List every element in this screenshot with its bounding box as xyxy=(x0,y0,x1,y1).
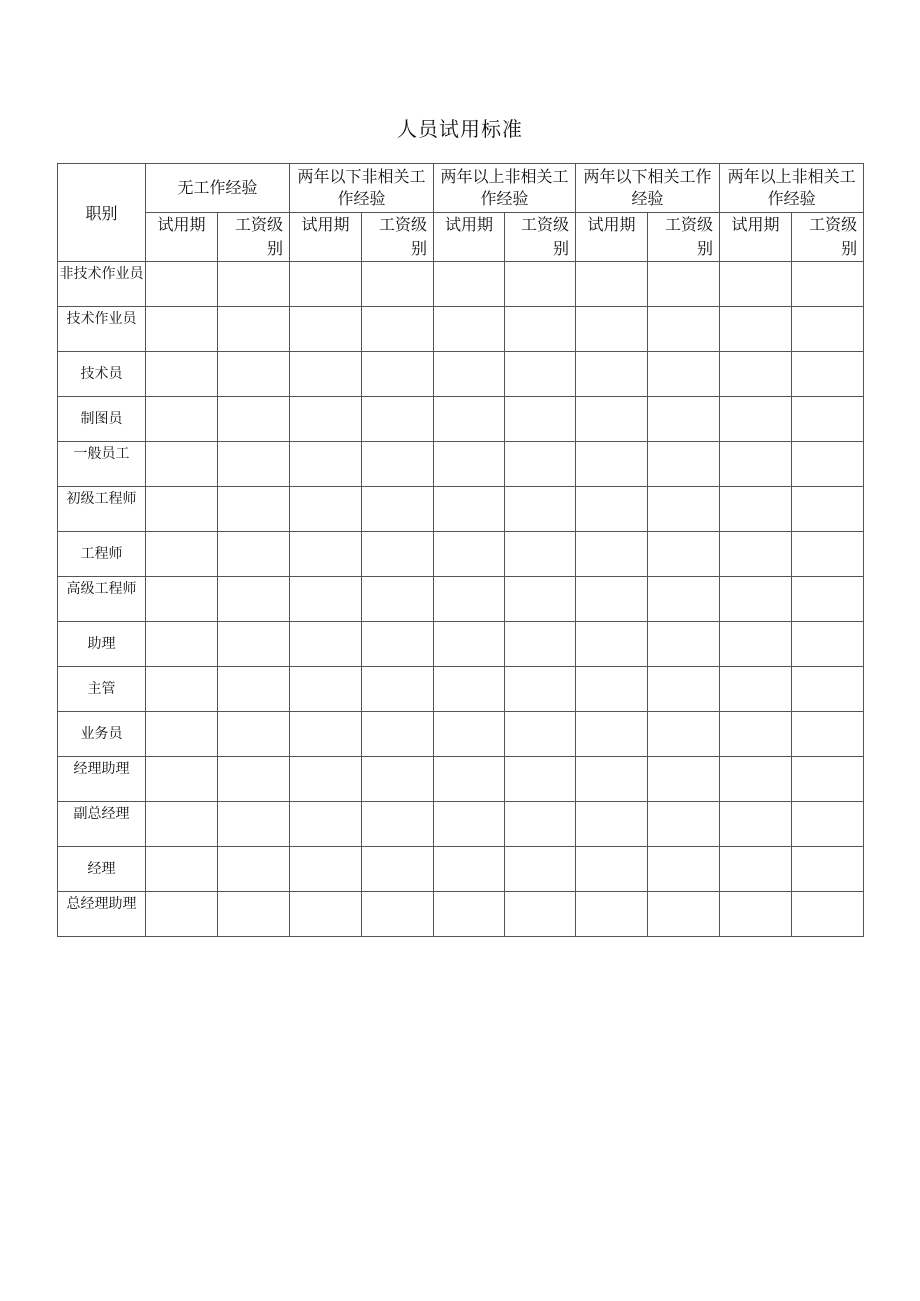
probation-cell[interactable] xyxy=(290,532,362,577)
salary-level-cell[interactable] xyxy=(648,622,720,667)
probation-cell[interactable] xyxy=(290,397,362,442)
salary-level-cell[interactable] xyxy=(218,532,290,577)
probation-cell[interactable] xyxy=(290,892,362,937)
probation-cell[interactable] xyxy=(146,487,218,532)
probation-header: 试用期 xyxy=(290,213,362,262)
salary-level-cell[interactable] xyxy=(792,532,864,577)
salary-level-cell[interactable] xyxy=(362,667,434,712)
table-row xyxy=(58,847,864,892)
job-title-cell: 非技术作业员 xyxy=(58,262,146,307)
salary-level-cell[interactable] xyxy=(505,352,576,397)
salary-level-cell[interactable] xyxy=(505,757,576,802)
salary-level-cell[interactable] xyxy=(648,757,720,802)
salary-level-cell[interactable] xyxy=(362,352,434,397)
salary-level-cell[interactable] xyxy=(505,667,576,712)
salary-level-cell[interactable] xyxy=(218,442,290,487)
salary-level-cell[interactable] xyxy=(792,307,864,352)
salary-level-cell[interactable] xyxy=(218,757,290,802)
salary-level-cell[interactable] xyxy=(362,487,434,532)
salary-level-cell[interactable] xyxy=(505,847,576,892)
probation-cell[interactable] xyxy=(576,847,648,892)
table-row xyxy=(58,892,864,937)
page-title: 人员试用标准 xyxy=(397,117,523,141)
salary-level-cell[interactable] xyxy=(648,577,720,622)
probation-header: 试用期 xyxy=(146,213,218,262)
salary-level-cell[interactable] xyxy=(792,397,864,442)
salary-level-header: 工资级别 xyxy=(792,213,864,262)
job-title-cell: 业务员 xyxy=(58,712,146,757)
job-title-cell: 高级工程师 xyxy=(58,577,146,622)
probation-cell[interactable] xyxy=(720,577,792,622)
salary-level-cell[interactable] xyxy=(218,307,290,352)
salary-level-cell[interactable] xyxy=(505,577,576,622)
probation-cell[interactable] xyxy=(146,262,218,307)
probation-cell[interactable] xyxy=(576,262,648,307)
probation-cell[interactable] xyxy=(290,352,362,397)
probation-cell[interactable] xyxy=(576,352,648,397)
probation-cell[interactable] xyxy=(576,397,648,442)
salary-level-cell[interactable] xyxy=(792,442,864,487)
salary-level-cell[interactable] xyxy=(792,667,864,712)
probation-cell[interactable] xyxy=(576,892,648,937)
probation-cell[interactable] xyxy=(290,802,362,847)
salary-level-header: 工资级别 xyxy=(218,213,290,262)
probation-header: 试用期 xyxy=(720,213,792,262)
probation-cell[interactable] xyxy=(434,577,505,622)
job-title-cell: 初级工程师 xyxy=(58,487,146,532)
probation-cell[interactable] xyxy=(720,442,792,487)
salary-level-cell[interactable] xyxy=(218,352,290,397)
salary-level-cell[interactable] xyxy=(792,802,864,847)
job-title-cell: 一般员工 xyxy=(58,442,146,487)
group-header-under-two-years-unrelated: 两年以下非相关工作经验 xyxy=(290,164,434,213)
group-header-over-two-years-unrelated-2: 两年以上非相关工作经验 xyxy=(720,164,864,213)
probation-cell[interactable] xyxy=(434,262,505,307)
salary-level-cell[interactable] xyxy=(792,262,864,307)
salary-level-cell[interactable] xyxy=(505,307,576,352)
job-title-cell: 主管 xyxy=(58,667,146,712)
probation-cell[interactable] xyxy=(720,307,792,352)
probation-cell[interactable] xyxy=(720,892,792,937)
salary-level-cell[interactable] xyxy=(648,397,720,442)
salary-level-cell[interactable] xyxy=(792,577,864,622)
header-row-subcolumns xyxy=(58,213,864,262)
probation-cell[interactable] xyxy=(576,532,648,577)
salary-level-cell[interactable] xyxy=(505,622,576,667)
salary-level-cell[interactable] xyxy=(505,442,576,487)
salary-level-cell[interactable] xyxy=(505,397,576,442)
table-row xyxy=(58,442,864,487)
probation-cell[interactable] xyxy=(434,397,505,442)
salary-level-cell[interactable] xyxy=(218,667,290,712)
salary-level-cell[interactable] xyxy=(505,712,576,757)
probation-cell[interactable] xyxy=(290,847,362,892)
job-title-cell: 副总经理 xyxy=(58,802,146,847)
probation-cell[interactable] xyxy=(146,712,218,757)
salary-level-cell[interactable] xyxy=(648,892,720,937)
probation-cell[interactable] xyxy=(576,577,648,622)
salary-level-cell[interactable] xyxy=(362,532,434,577)
probation-cell[interactable] xyxy=(290,487,362,532)
salary-level-cell[interactable] xyxy=(362,712,434,757)
probation-cell[interactable] xyxy=(146,757,218,802)
salary-level-cell[interactable] xyxy=(505,802,576,847)
salary-level-cell[interactable] xyxy=(362,622,434,667)
salary-level-cell[interactable] xyxy=(648,667,720,712)
probation-cell[interactable] xyxy=(576,487,648,532)
table-row xyxy=(58,577,864,622)
salary-level-cell[interactable] xyxy=(648,307,720,352)
salary-level-cell[interactable] xyxy=(792,487,864,532)
salary-level-cell[interactable] xyxy=(362,892,434,937)
salary-level-header: 工资级别 xyxy=(505,213,576,262)
table-row xyxy=(58,802,864,847)
table-row xyxy=(58,532,864,577)
job-title-cell: 总经理助理 xyxy=(58,892,146,937)
probation-cell[interactable] xyxy=(576,622,648,667)
table-body xyxy=(58,262,864,937)
salary-level-cell[interactable] xyxy=(362,802,434,847)
probation-cell[interactable] xyxy=(720,667,792,712)
probation-cell[interactable] xyxy=(434,667,505,712)
salary-level-cell[interactable] xyxy=(505,487,576,532)
table-row xyxy=(58,487,864,532)
probation-cell[interactable] xyxy=(146,397,218,442)
job-title-cell: 技术作业员 xyxy=(58,307,146,352)
salary-level-cell[interactable] xyxy=(648,802,720,847)
salary-level-cell[interactable] xyxy=(792,352,864,397)
probation-cell[interactable] xyxy=(720,352,792,397)
salary-level-cell[interactable] xyxy=(792,892,864,937)
salary-level-header: 工资级别 xyxy=(648,213,720,262)
probation-cell[interactable] xyxy=(290,757,362,802)
salary-level-cell[interactable] xyxy=(648,487,720,532)
probation-cell[interactable] xyxy=(720,532,792,577)
probation-cell[interactable] xyxy=(434,847,505,892)
salary-level-cell[interactable] xyxy=(648,532,720,577)
probation-cell[interactable] xyxy=(146,622,218,667)
probation-cell[interactable] xyxy=(290,577,362,622)
job-title-cell: 经理 xyxy=(58,847,146,892)
salary-level-cell[interactable] xyxy=(362,847,434,892)
probation-cell[interactable] xyxy=(434,442,505,487)
probation-cell[interactable] xyxy=(576,307,648,352)
group-header-under-two-years-related: 两年以下相关工作经验 xyxy=(576,164,720,213)
job-title-cell: 制图员 xyxy=(58,397,146,442)
probation-cell[interactable] xyxy=(434,757,505,802)
salary-level-cell[interactable] xyxy=(362,262,434,307)
probation-cell[interactable] xyxy=(146,577,218,622)
probation-header: 试用期 xyxy=(434,213,505,262)
probation-standard-table xyxy=(57,163,864,937)
job-title-cell: 经理助理 xyxy=(58,757,146,802)
salary-level-cell[interactable] xyxy=(362,442,434,487)
salary-level-cell[interactable] xyxy=(792,622,864,667)
job-title-cell: 工程师 xyxy=(58,532,146,577)
salary-level-header: 工资级别 xyxy=(362,213,434,262)
probation-cell[interactable] xyxy=(146,667,218,712)
salary-level-cell[interactable] xyxy=(792,757,864,802)
table-row xyxy=(58,757,864,802)
probation-cell[interactable] xyxy=(576,802,648,847)
probation-cell[interactable] xyxy=(434,307,505,352)
probation-cell[interactable] xyxy=(576,712,648,757)
salary-level-cell[interactable] xyxy=(218,712,290,757)
probation-cell[interactable] xyxy=(720,847,792,892)
probation-cell[interactable] xyxy=(720,712,792,757)
salary-level-cell[interactable] xyxy=(792,712,864,757)
salary-level-cell[interactable] xyxy=(505,262,576,307)
probation-cell[interactable] xyxy=(290,667,362,712)
job-title-header: 职别 xyxy=(58,164,146,262)
probation-cell[interactable] xyxy=(146,892,218,937)
probation-cell[interactable] xyxy=(720,757,792,802)
probation-cell[interactable] xyxy=(290,442,362,487)
probation-header: 试用期 xyxy=(576,213,648,262)
probation-cell[interactable] xyxy=(434,892,505,937)
group-header-no-experience: 无工作经验 xyxy=(146,164,290,213)
probation-cell[interactable] xyxy=(576,667,648,712)
salary-level-cell[interactable] xyxy=(218,847,290,892)
salary-level-cell[interactable] xyxy=(218,397,290,442)
salary-level-cell[interactable] xyxy=(505,532,576,577)
job-title-cell: 助理 xyxy=(58,622,146,667)
salary-level-cell[interactable] xyxy=(648,712,720,757)
table-row xyxy=(58,667,864,712)
salary-level-cell[interactable] xyxy=(218,577,290,622)
probation-cell[interactable] xyxy=(434,712,505,757)
probation-cell[interactable] xyxy=(146,847,218,892)
probation-cell[interactable] xyxy=(146,307,218,352)
probation-cell[interactable] xyxy=(720,487,792,532)
table-row xyxy=(58,262,864,307)
probation-cell[interactable] xyxy=(576,757,648,802)
probation-cell[interactable] xyxy=(720,262,792,307)
probation-cell[interactable] xyxy=(290,622,362,667)
probation-cell[interactable] xyxy=(290,262,362,307)
salary-level-cell[interactable] xyxy=(362,397,434,442)
probation-cell[interactable] xyxy=(720,622,792,667)
probation-cell[interactable] xyxy=(434,802,505,847)
header-row-groups xyxy=(58,164,864,213)
salary-level-cell[interactable] xyxy=(218,487,290,532)
probation-cell[interactable] xyxy=(146,802,218,847)
probation-cell[interactable] xyxy=(146,442,218,487)
probation-cell[interactable] xyxy=(434,487,505,532)
salary-level-cell[interactable] xyxy=(362,307,434,352)
salary-level-cell[interactable] xyxy=(362,577,434,622)
salary-level-cell[interactable] xyxy=(648,262,720,307)
salary-level-cell[interactable] xyxy=(648,442,720,487)
salary-level-cell[interactable] xyxy=(648,847,720,892)
table-row xyxy=(58,397,864,442)
salary-level-cell[interactable] xyxy=(362,757,434,802)
probation-cell[interactable] xyxy=(146,532,218,577)
salary-level-cell[interactable] xyxy=(218,802,290,847)
probation-cell[interactable] xyxy=(290,307,362,352)
job-title-cell: 技术员 xyxy=(58,352,146,397)
probation-cell[interactable] xyxy=(434,352,505,397)
probation-cell[interactable] xyxy=(720,397,792,442)
probation-cell[interactable] xyxy=(146,352,218,397)
probation-cell[interactable] xyxy=(720,802,792,847)
table-row xyxy=(58,622,864,667)
salary-level-cell[interactable] xyxy=(218,262,290,307)
table-row xyxy=(58,352,864,397)
probation-cell[interactable] xyxy=(434,622,505,667)
probation-cell[interactable] xyxy=(290,712,362,757)
probation-cell[interactable] xyxy=(434,532,505,577)
table-row xyxy=(58,712,864,757)
salary-level-cell[interactable] xyxy=(648,352,720,397)
table-row xyxy=(58,307,864,352)
salary-level-cell[interactable] xyxy=(218,892,290,937)
salary-level-cell[interactable] xyxy=(505,892,576,937)
group-header-over-two-years-unrelated: 两年以上非相关工作经验 xyxy=(434,164,576,213)
salary-level-cell[interactable] xyxy=(792,847,864,892)
probation-cell[interactable] xyxy=(576,442,648,487)
salary-level-cell[interactable] xyxy=(218,622,290,667)
